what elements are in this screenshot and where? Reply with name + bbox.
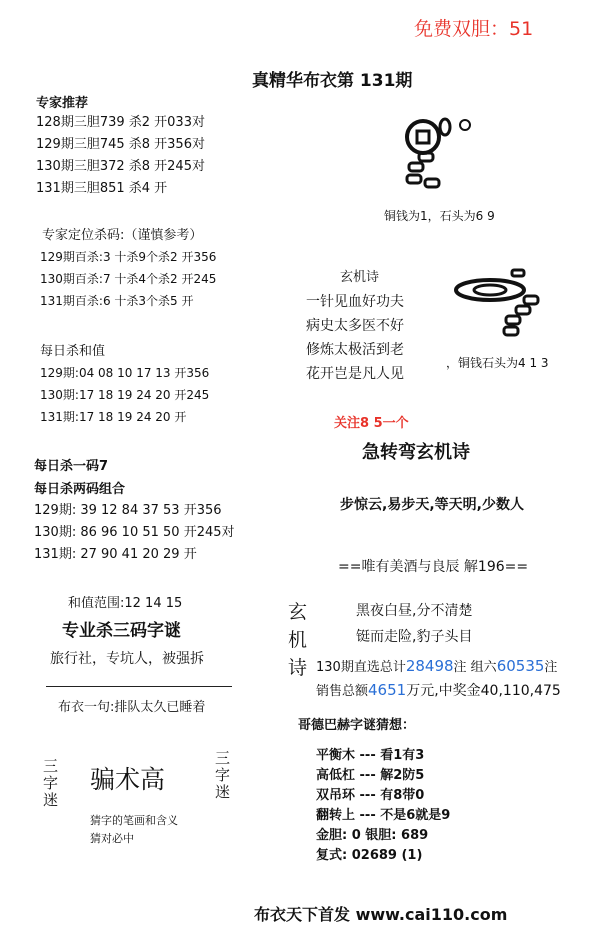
sales-label: 注 <box>544 660 558 675</box>
list-item: 130期:17 18 19 24 20 开245 <box>40 388 210 402</box>
word-riddle-hint: 猜字的笔画和含义 <box>90 814 178 827</box>
footer-site: 布衣天下首发 www.cai110.com <box>254 905 508 924</box>
list-item: 翻转上 --- 不是6就是9 <box>316 808 451 823</box>
word-riddle-right: 三字迷 <box>213 750 231 801</box>
sum-range: 和值范围:12 14 15 <box>68 596 183 611</box>
sales-label: 130期直选总计 <box>316 660 406 675</box>
sales-line-1 <box>316 656 557 675</box>
list-item: 130期百杀:7 十杀4个杀2 开245 <box>40 272 217 286</box>
word-riddle-center: 骗术高 <box>90 765 166 794</box>
daily-kill-two-heading: 每日杀两码组合 <box>34 482 126 497</box>
expert-list <box>36 112 205 200</box>
coin-note-1: 铜钱为1，石头为6 9 <box>384 209 495 223</box>
coin-stone-drawing-icon <box>395 105 485 195</box>
direct-total: 28498 <box>405 657 454 675</box>
sales-amount: 4651 <box>368 681 407 699</box>
word-riddle-hint-2: 猜对必中 <box>90 832 134 845</box>
list-item: 129期百杀:3 十杀9个杀2 开356 <box>40 250 217 264</box>
wine-line: ==唯有美酒与良辰 解196== <box>338 559 529 575</box>
poem2-label: 玄机诗 <box>288 601 308 679</box>
list-item: 平衡木 --- 看1有3 <box>316 748 425 763</box>
free-double-label: 免费双胆：51 <box>414 18 534 40</box>
list-item: 129期:04 08 10 17 13 开356 <box>40 366 210 380</box>
sales-label: 万元,中奖金40,110,475 <box>406 683 561 699</box>
list-item: 131期百杀:6 十杀3个杀5 开 <box>40 294 194 308</box>
daily-sum-heading: 每日杀和值 <box>40 344 106 359</box>
expert-heading: 专家推荐 <box>36 96 89 111</box>
position-kill-heading: 专家定位杀码:（谨慎参考） <box>42 228 203 243</box>
word-riddle-left: 三字迷 <box>41 758 59 809</box>
group6-total: 60535 <box>496 657 545 675</box>
list-item: 修炼太极活到老 <box>306 342 404 358</box>
list-item: 131期:17 18 19 24 20 开 <box>40 410 187 424</box>
list-item: 花开岂是凡人见 <box>306 366 404 382</box>
focus-label: 关注8 5一个 <box>334 416 409 431</box>
riddle-title: 专业杀三码字谜 <box>62 621 181 641</box>
poem2-line2: 铤而走险,豹子头目 <box>356 629 473 645</box>
list-item: 129期: 39 12 84 37 53 开356 <box>34 503 222 518</box>
coin-stone-drawing-2-icon <box>450 264 560 344</box>
goldbach-list <box>316 746 450 866</box>
list-item: 131期三胆851 杀4 开 <box>36 181 168 196</box>
poem2-line1: 黑夜白昼,分不清楚 <box>356 603 473 619</box>
buyi-line: 布衣一句:排队太久已睡着 <box>58 700 206 715</box>
riddle-text: 旅行社，专坑人，被强拆 <box>50 651 204 667</box>
list-item: 病史太多医不好 <box>306 318 404 334</box>
list-item: 130期三胆372 杀8 开245对 <box>36 159 205 174</box>
turn-text: 步惊云,易步天,等天明,少数人 <box>340 497 524 513</box>
daily-sum-list <box>40 362 209 428</box>
position-kill-list <box>40 246 216 312</box>
list-item: 128期三胆739 杀2 开033对 <box>36 115 205 130</box>
divider <box>46 686 232 687</box>
list-item: 高低杠 --- 解2防5 <box>316 768 425 783</box>
list-item: 双吊环 --- 有8带0 <box>316 788 425 803</box>
poem-title: 玄机诗 <box>340 270 380 285</box>
sales-label: 注 组六 <box>453 660 497 675</box>
turn-title: 急转弯玄机诗 <box>362 442 470 463</box>
sales-line-2 <box>316 680 561 700</box>
coin-note-2: ，铜钱石头为4 1 3 <box>446 356 549 370</box>
list-item: 131期: 27 90 41 20 29 开 <box>34 547 197 562</box>
goldbach-title: 哥德巴赫字谜猜想： <box>298 718 416 733</box>
poem-lines <box>306 290 404 386</box>
sales-label: 销售总额 <box>316 684 369 699</box>
list-item: 复式: 02689 (1) <box>316 848 423 863</box>
daily-kill-list <box>34 500 235 566</box>
list-item: 129期三胆745 杀8 开356对 <box>36 137 205 152</box>
list-item: 130期: 86 96 10 51 50 开245对 <box>34 525 235 540</box>
page-title: 真精华布衣第 131期 <box>252 71 413 91</box>
list-item: 金胆: 0 银胆: 689 <box>316 828 429 843</box>
daily-kill-one-heading: 每日杀一码7 <box>34 459 109 474</box>
list-item: 一针见血好功夫 <box>306 294 404 310</box>
